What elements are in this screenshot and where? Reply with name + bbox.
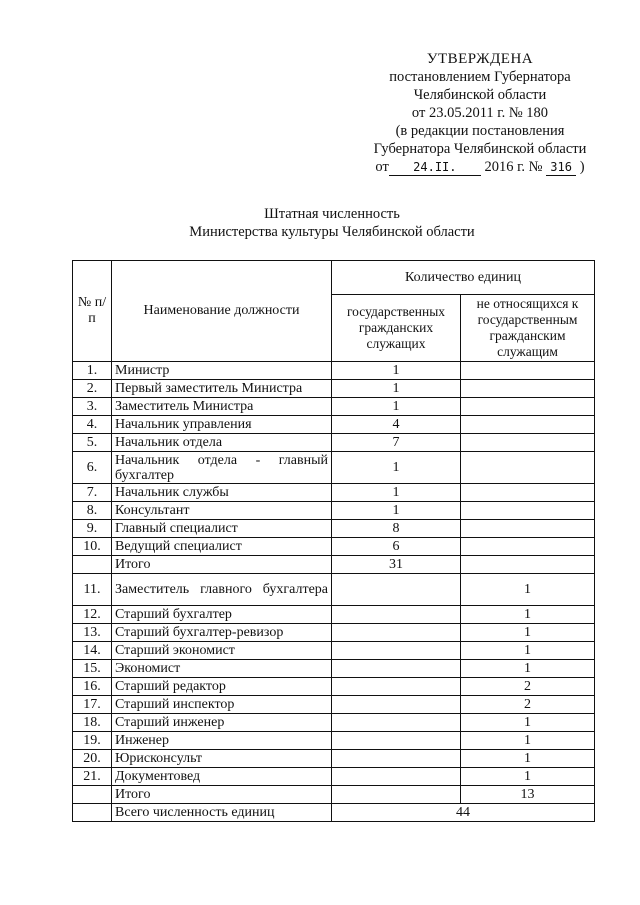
header-name: Наименование должности [112,261,332,362]
row-num: 6. [73,452,112,484]
table-row [73,502,595,520]
table-row [73,434,595,452]
row-state: 7 [332,434,461,452]
heading-line-1: Штатная численность [264,206,400,222]
approval-line-2: Челябинской области [413,87,547,103]
row-name: Главный специалист [112,520,332,538]
row-nonstate: 1 [461,606,595,624]
row-nonstate [461,398,595,416]
row-nonstate: 1 [461,714,595,732]
header-num: № п/п [73,261,112,362]
row-nonstate [461,380,595,398]
table-row [73,732,595,750]
row-nonstate [461,416,595,434]
row-num: 2. [73,380,112,398]
row-state: 1 [332,362,461,380]
row-nonstate [461,484,595,502]
row-state: 31 [332,556,461,574]
row-name: Итого [112,556,332,574]
approval-number: 316 [546,160,576,176]
row-num: 16. [73,678,112,696]
row-num: 14. [73,642,112,660]
approval-title: УТВЕРЖДЕНА [426,51,534,67]
table-row [73,750,595,768]
table-row [73,362,595,380]
row-num: 4. [73,416,112,434]
row-state [332,696,461,714]
row-name: Начальник управления [112,416,332,434]
row-num: 10. [73,538,112,556]
approval-line-3: от 23.05.2011 г. № 180 [411,105,549,121]
row-state [332,642,461,660]
table-row [73,380,595,398]
approval-line-6 [360,158,600,176]
total-label: Всего численность единиц [112,804,332,822]
row-name: Первый заместитель Министра [112,380,332,398]
approval-line-4: (в редакции постановления [395,123,565,139]
row-state: 8 [332,520,461,538]
row-num: 15. [73,660,112,678]
row-nonstate [461,452,595,484]
row-nonstate: 13 [461,786,595,804]
row-num: 7. [73,484,112,502]
table-header-row [73,261,595,295]
row-nonstate: 1 [461,768,595,786]
row-state: 6 [332,538,461,556]
row-nonstate [461,502,595,520]
table-row [73,538,595,556]
row-state [332,574,461,606]
row-num: 18. [73,714,112,732]
row-state: 1 [332,452,461,484]
table-row [73,678,595,696]
table-row [73,696,595,714]
row-state [332,750,461,768]
row-state: 1 [332,398,461,416]
table-row [73,556,595,574]
row-name: Старший экономист [112,642,332,660]
row-nonstate: 1 [461,574,595,606]
row-nonstate [461,556,595,574]
row-state: 1 [332,380,461,398]
row-name: Заместитель главного бухгалтера [112,574,332,606]
header-nonstate: не относящихся к государственным гражданским служащим [461,295,595,362]
row-nonstate [461,362,595,380]
approval-stamp [360,50,600,176]
table-row [73,484,595,502]
row-name: Старший редактор [112,678,332,696]
table-row [73,520,595,538]
row-name: Ведущий специалист [112,538,332,556]
row-num: 8. [73,502,112,520]
table-row [73,714,595,732]
row-name: Юрисконсульт [112,750,332,768]
table-row [73,398,595,416]
table-row [73,606,595,624]
row-state [332,660,461,678]
approval-line-1: постановлением Губернатора [389,69,571,85]
staff-table [72,260,595,822]
header-quantity: Количество единиц [332,261,595,295]
row-state [332,732,461,750]
row-name: Старший инженер [112,714,332,732]
row-nonstate [461,434,595,452]
row-num: 9. [73,520,112,538]
document-heading [0,205,640,241]
heading-line-2: Министерства культуры Челябинской области [189,224,475,240]
row-nonstate: 1 [461,660,595,678]
table-row [73,624,595,642]
row-nonstate: 2 [461,696,595,714]
header-state: государственных гражданских служащих [332,295,461,362]
table-row [73,660,595,678]
total-value: 44 [332,804,595,822]
row-num: 1. [73,362,112,380]
approval-year: 2016 г. № [484,159,543,175]
row-state [332,786,461,804]
approval-line-5: Губернатора Челябинской области [373,141,587,157]
row-num [73,786,112,804]
row-num: 21. [73,768,112,786]
row-num: 20. [73,750,112,768]
table-body [73,362,595,804]
approval-date: 24.II. [389,160,481,176]
row-num: 3. [73,398,112,416]
row-name: Консультант [112,502,332,520]
approval-ot: от [375,159,389,175]
row-state: 1 [332,484,461,502]
table-row [73,642,595,660]
row-num: 12. [73,606,112,624]
row-state: 4 [332,416,461,434]
row-num: 11. [73,574,112,606]
row-num: 17. [73,696,112,714]
row-name: Начальник службы [112,484,332,502]
table-row [73,452,595,484]
row-num: 13. [73,624,112,642]
row-nonstate [461,520,595,538]
row-name: Начальник отдела [112,434,332,452]
row-nonstate: 1 [461,750,595,768]
row-state [332,714,461,732]
row-name: Документовед [112,768,332,786]
row-num: 5. [73,434,112,452]
row-state [332,624,461,642]
row-state [332,768,461,786]
total-row [73,804,595,822]
row-nonstate: 1 [461,732,595,750]
table-row [73,416,595,434]
row-nonstate: 1 [461,642,595,660]
table-row [73,786,595,804]
row-name: Инженер [112,732,332,750]
row-num [73,556,112,574]
row-name: Старший бухгалтер [112,606,332,624]
total-num [73,804,112,822]
row-name: Заместитель Министра [112,398,332,416]
row-state [332,606,461,624]
table-row [73,574,595,606]
row-nonstate: 1 [461,624,595,642]
row-nonstate [461,538,595,556]
row-nonstate: 2 [461,678,595,696]
row-name: Старший инспектор [112,696,332,714]
table-row [73,768,595,786]
row-name: Старший бухгалтер-ревизор [112,624,332,642]
row-name: Начальник отдела - главный бухгалтер [112,452,332,484]
row-name: Экономист [112,660,332,678]
row-state: 1 [332,502,461,520]
row-name: Министр [112,362,332,380]
row-state [332,678,461,696]
row-num: 19. [73,732,112,750]
row-name: Итого [112,786,332,804]
approval-close: ) [579,159,585,175]
